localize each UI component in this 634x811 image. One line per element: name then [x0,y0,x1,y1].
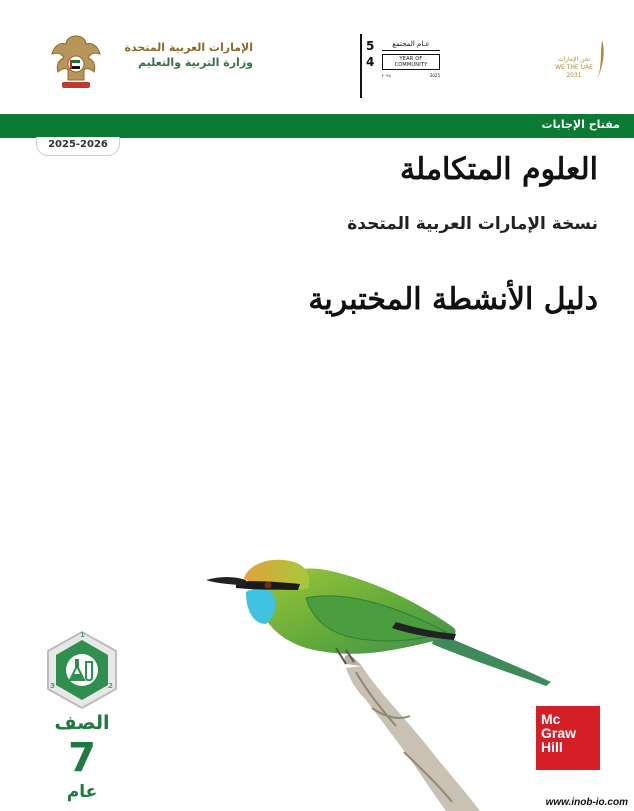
year-of-community-numbers: 5 4 [366,39,375,69]
grade-label: الصف [54,712,110,734]
badge-segment-1: 1 [80,631,85,639]
publisher-line-2: Graw [541,725,577,741]
uae-brand-year: 2031 [566,72,582,79]
year-of-community-year-ar: ٢٠٢٥ [382,73,391,78]
website-watermark: www.inob-io.com [545,797,628,808]
uae-brand-stroke-icon [596,38,606,90]
lab-flask-hexagon-icon [42,630,122,710]
year-of-community-logo [360,34,448,98]
publisher-line-3: Hill [541,739,563,755]
academic-year-tab: 2025-2026 [36,137,120,156]
mcgraw-hill-logo [536,706,600,770]
book-title: العلوم المتكاملة [399,152,598,187]
publisher-line-1: Mc [541,711,561,727]
we-the-uae-logo [548,38,608,98]
answer-key-label: مفتاح الإجابات [541,118,620,131]
uae-brand-english: WE THE UAE [555,64,593,71]
year-of-community-english: YEAR OF COMMUNITY [382,54,440,70]
logo-divider [360,34,362,98]
bee-eater-bird-image [196,540,566,811]
grade-badge [40,630,130,810]
edition-subtitle: نسخة الإمارات العربية المتحدة [347,214,598,234]
year-of-community-year-en: 2025 [429,73,440,78]
badge-segment-3: 3 [50,682,55,690]
uae-falcon-emblem-icon [50,32,102,94]
ministry-name-text: وزارة التربية والتعليم [138,56,253,69]
grade-track: عام [66,782,98,802]
badge-segment-2: 2 [108,682,113,690]
lab-guide-title: دليل الأنشطة المختبرية [308,282,598,317]
year-of-community-arabic: عـام المجتمع [382,40,440,51]
ministry-logo [50,32,253,102]
ministry-country-text: الإمارات العربية المتحدة [124,41,253,54]
uae-brand-arabic: نحن الإمارات [557,56,591,63]
grade-number: 7 [68,735,96,781]
header-bar [0,114,634,138]
